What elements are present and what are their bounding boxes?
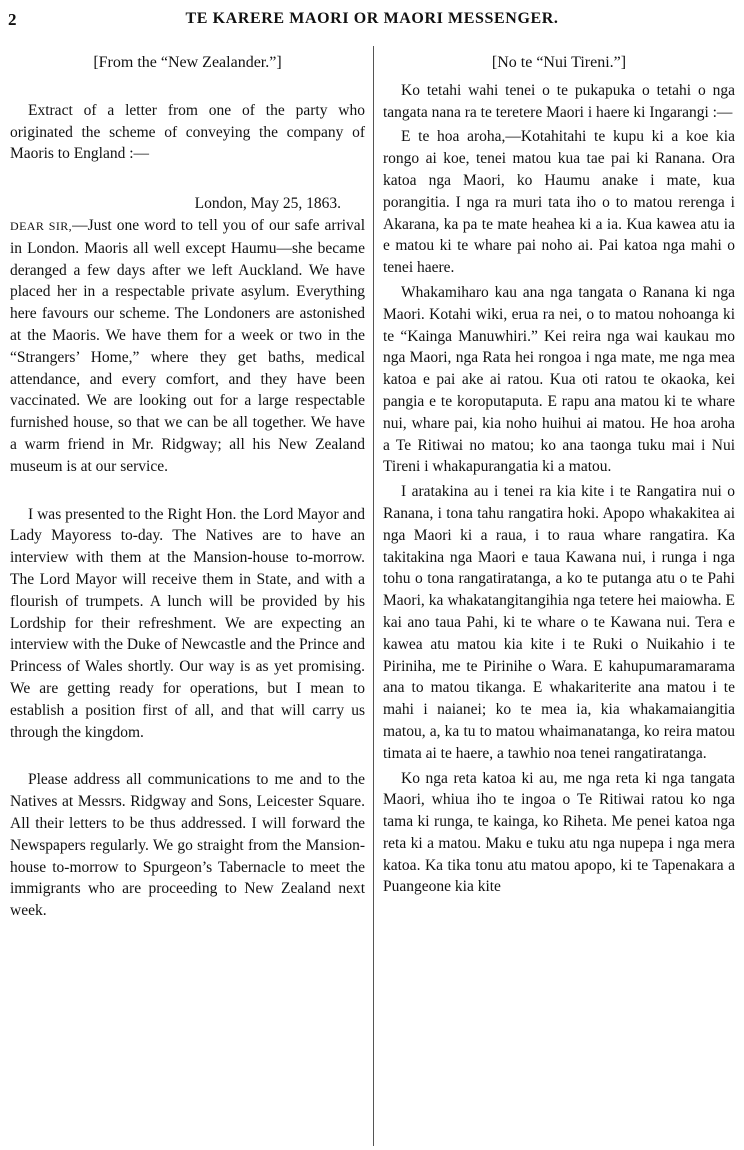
english-paragraph [10, 215, 365, 478]
english-paragraph-1-text: —Just one word to tell you of our safe arrival in London. Maoris all well except Haumu—she became deranged a few days after we left Auckland. We have placed her in a respectable private asylum. Everything here favours our scheme. The Londoners are astonished at the Maoris. We have them for a week or two in the “Strangers’ Home,” where they get baths, medical attendance, and every comfort, and they have been vaccinated. We are looking out for a large respectable furnished house, so that we can be all together. We have a warm friend in Mr. Ridgway; all his New Zealand museum is at our service. [10, 216, 365, 475]
letter-salutation: DEAR SIR, [10, 218, 73, 233]
english-intro: Extract of a letter from one of the party who originated the scheme of conveying the company of Maoris to England :— [10, 101, 365, 163]
english-column [10, 52, 365, 922]
running-title: TE KARERE MAORI OR MAORI MESSENGER. [185, 10, 559, 27]
english-paragraph-2: I was presented to the Right Hon. the Lord Mayor and Lady Mayoress to-day. The Natives are to have an interview with them at the Mansion-house to-morrow. The Lord Mayor will receive them in State, and with a flourish of trumpets. A lunch will be provided by his Lordship for their refreshment. We are expecting an interview with the Duke of Newcastle and the Prince and Princess of Wales shortly. Our way is as yet promising. We are getting ready for operations, but I mean to establish a position first of all, and that will carry us through the kingdom. [10, 505, 365, 741]
maori-paragraph-3: I aratakina au i tenei ra kia kite i te Rangatira nui o Ranana, i tona tahu rangatira hoki. Apopo whakakitea ai nga Maori ki a raua, i to raua whare rangatira. Ka takitakina nga Maori e taua Kawana nui, i runga i nga tohu o tona rangatiratanga, a ko te putanga atu o te Pahi Maori, ka whakatangitangihia nga tetere hei maiowha. E kai ano taua Pahi, ki te whare o te Kawana nui. Tera e kawea atu matou kia kite i te Ruki o Nuikahio i te Piriniha, me te Pirinihe o Wara. E kahupumaramarama ana to matou tikanga. E whakariterite ana matou i te mahi i naianei; ko te mea ia, kia whakamaiangitia matou, a, ka tu to matou whaimanatanga, ko reira matou timata ai te haere, a tawhio noa tenei rangatiratanga. [383, 483, 735, 762]
maori-paragraph-1: E te hoa aroha,—Kotahitahi te kupu ki a koe kia rongo ai koe, tenei matou kua tae pai ki Ranana. Ora katoa nga Maori, ko Haumu anake i mate, kua porangitia. I nga ra muri tata iho o to matou rerenga i Akarana, ka pa te mate heahea ki a ia. Kua kawea atu ia e matou ki te whare pai noho ai. Pai katoa nga mahi o tenei haere. [383, 128, 735, 277]
maori-column [383, 52, 735, 898]
english-source-line: [From the “New Zealander.”] [93, 54, 282, 71]
page-number: 2 [8, 10, 17, 29]
page-header [0, 10, 744, 34]
maori-intro: Ko tetahi wahi tenei o te pukapuka o tetahi o nga tangata nana ra te teretere Maori i haere ki Ingarangi :— [383, 81, 735, 121]
maori-source-line: [No te “Nui Tireni.”] [491, 54, 627, 71]
maori-paragraph-4: Ko nga reta katoa ki au, me nga reta ki nga tangata Maori, whiua iho te ingoa o Te Ritiwai ratou ko nga tama ki runga, te kainga, ko Riheta. Me penei katoa nga reta ki a matou. Maku e tuku atu nga nupepa i nga mera katoa. Ka tika tonu atu matou apopo, ki te Tapenakara a Puangeone kia kite [383, 769, 735, 896]
column-divider [373, 46, 374, 1146]
maori-paragraph-2: Whakamiharo kau ana nga tangata o Ranana ki nga Maori. Kotahi wiki, erua ra nei, o to matou nohoanga ki te “Kainga Manuwhiri.” Kei reira nga wai kaukau mo nga Maori, nga Rata hei rongoa i nga mate, me nga mea katoa e pai ake ai ratou. Kua oti ratou te okaoka, kei pangia e te koroputaputa. E rapu ana matou ki te whare nui, whare pai, kia noho huihui ai matou. He hoa aroha a Te Ritiwai no matou; ko ana taonga tuku mai i Nui Tireni i whakapurangatia ki a matou. [383, 283, 735, 476]
letter-dateline: London, May 25, 1863. [194, 195, 341, 213]
english-paragraph-3: Please address all communications to me and to the Natives at Messrs. Ridgway and Sons, Leicester Square. All their letters to be thus addressed. I will forward the Newspapers regularly. We go straight from the Mansion-house to-morrow to Spurgeon’s Tabernacle to meet the immigrants who are proceeding to New Zealand next week. [10, 771, 365, 920]
